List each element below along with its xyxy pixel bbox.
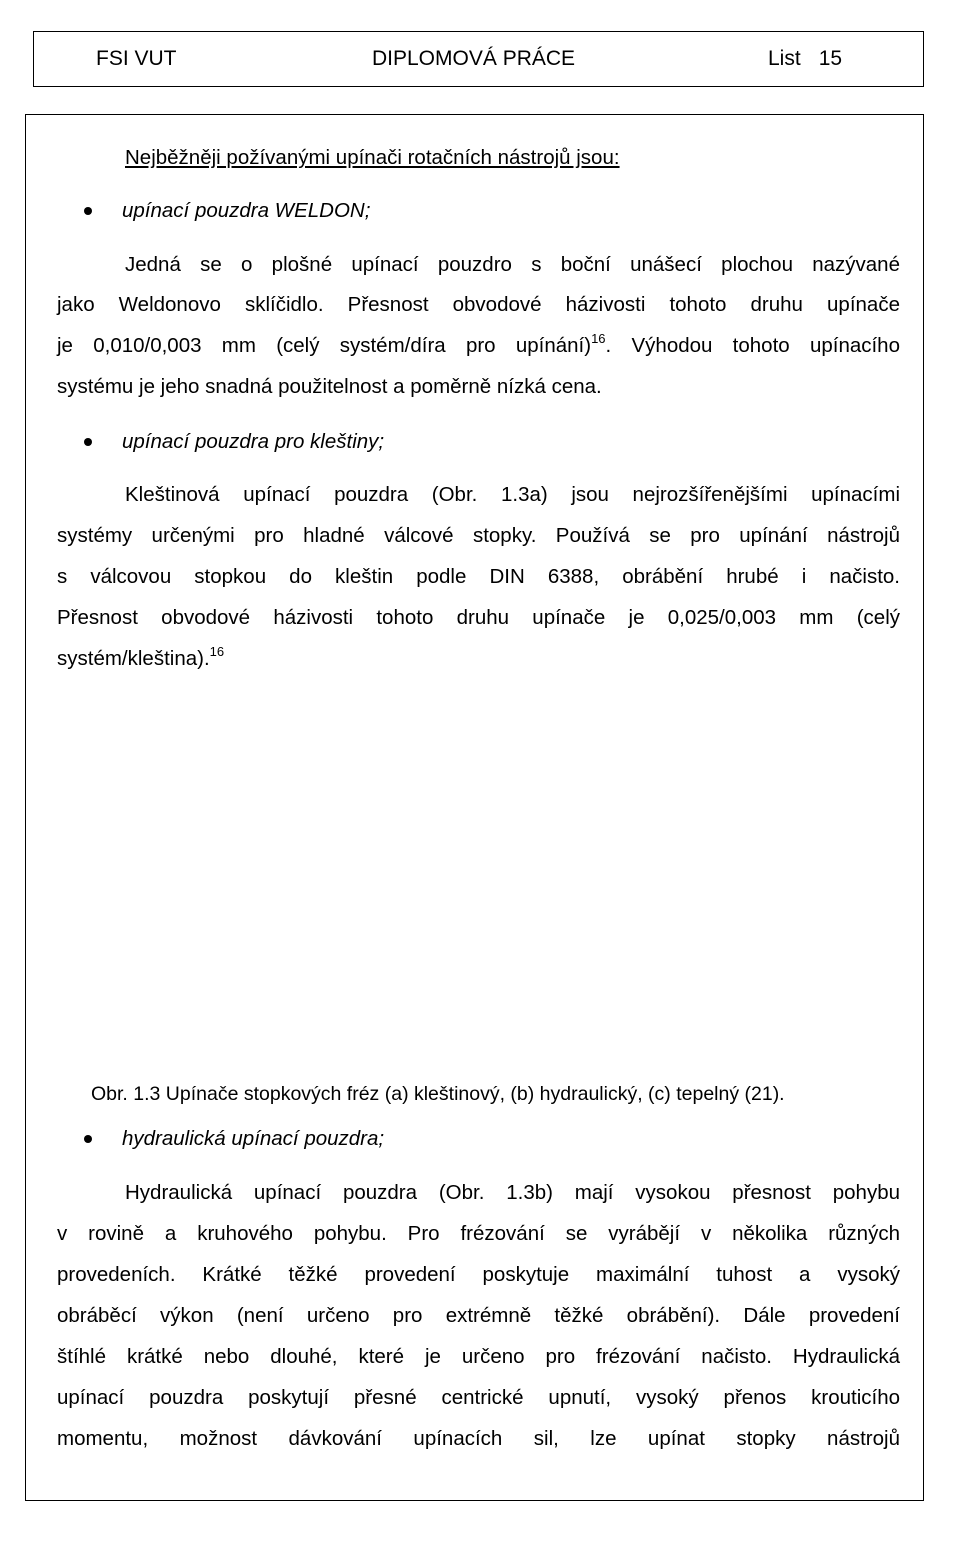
paragraph-line: obráběcí výkon (není určeno pro extrémně těžké obrábění). Dále provedení bbox=[57, 1304, 900, 1327]
reference-superscript: 16 bbox=[209, 644, 225, 659]
paragraph-line: provedeních. Krátké těžké provedení poskytuje maximální tuhost a vysoký bbox=[57, 1263, 900, 1286]
bullet-dot bbox=[84, 1135, 92, 1143]
paragraph-line: Hydraulická upínací pouzdra (Obr. 1.3b) mají vysokou přesnost pohybu bbox=[125, 1181, 900, 1204]
paragraph-line: s válcovou stopkou do kleštin podle DIN 6388, obrábění hrubé i načisto. bbox=[57, 565, 900, 588]
header-page-number: 15 bbox=[818, 47, 843, 70]
content-frame bbox=[25, 114, 924, 1501]
paragraph-line: upínací pouzdra poskytují přesné centrické upnutí, vysoký přenos krouticího bbox=[57, 1386, 900, 1409]
bullet-weldon: upínací pouzdra WELDON; bbox=[122, 199, 371, 222]
paragraph-line: štíhlé krátké nebo dlouhé, které je určeno pro frézování načisto. Hydraulická bbox=[57, 1345, 900, 1368]
header-faculty: FSI VUT bbox=[96, 47, 177, 70]
page-header bbox=[33, 31, 924, 87]
reference-superscript: 16 bbox=[591, 331, 606, 346]
bullet-hydraulic: hydraulická upínací pouzdra; bbox=[122, 1127, 385, 1150]
header-page bbox=[768, 46, 842, 72]
paragraph-line: momentu, možnost dávkování upínacích sil, lze upínat stopky nástrojů bbox=[57, 1427, 900, 1450]
paragraph-line: Kleštinová upínací pouzdra (Obr. 1.3a) jsou nejrozšířenějšími upínacími bbox=[125, 483, 900, 506]
paragraph-line: jako Weldonovo sklíčidlo. Přesnost obvodové házivosti tohoto druhu upínače bbox=[57, 293, 900, 316]
intro-heading: Nejběžněji požívanými upínači rotačních nástrojů jsou: bbox=[125, 146, 620, 169]
paragraph-line: systémy určenými pro hladné válcové stopky. Používá se pro upínání nástrojů bbox=[57, 524, 900, 547]
bullet-dot bbox=[84, 207, 92, 215]
bullet-collet: upínací pouzdra pro kleštiny; bbox=[122, 430, 385, 453]
header-list-label: List bbox=[768, 47, 801, 70]
paragraph-line: systému je jeho snadná použitelnost a poměrně nízká cena. bbox=[57, 375, 602, 398]
bullet-dot bbox=[84, 438, 92, 446]
paragraph-line: je 0,010/0,003 mm (celý systém/díra pro upínání)$^{16}$. Výhodou tohoto upínacího bbox=[57, 331, 900, 357]
paragraph-line: Jedná se o plošné upínací pouzdro s boční unášecí plochou nazývané bbox=[125, 253, 900, 276]
paragraph-line: v rovině a kruhového pohybu. Pro frézování se vyrábějí v několika různých bbox=[57, 1222, 900, 1245]
header-title: DIPLOMOVÁ PRÁCE bbox=[372, 47, 576, 70]
figure-caption: Obr. 1.3 Upínače stopkových fréz (a) kleštinový, (b) hydraulický, (c) tepelný (21). bbox=[91, 1083, 785, 1105]
paragraph-line: Přesnost obvodové házivosti tohoto druhu upínače je 0,025/0,003 mm (celý bbox=[57, 606, 900, 629]
paragraph-line: systém/kleština).$^{16}$ bbox=[57, 644, 225, 670]
